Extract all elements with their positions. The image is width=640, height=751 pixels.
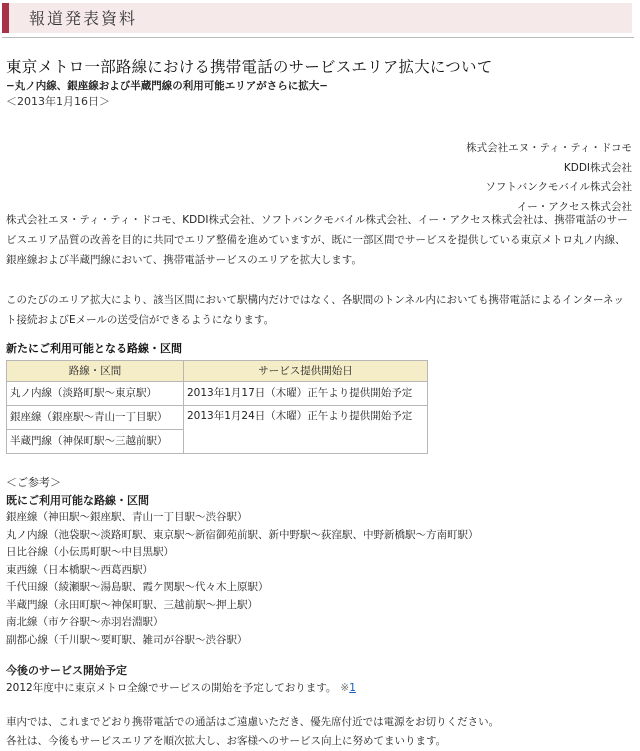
reference-section bbox=[6, 474, 634, 649]
note-mark: ※ bbox=[340, 682, 350, 694]
list-item: 銀座線（神田駅〜銀座駅、青山一丁目駅〜渋谷駅） bbox=[6, 511, 248, 523]
company-name: 株式会社エヌ・ティ・ティ・ドコモ bbox=[466, 142, 632, 154]
closing-line: 各社は、今後もサービスエリアを順次拡大し、お客様へのサービス向上に努めてまいります。 bbox=[6, 735, 447, 747]
column-header: 路線・区間 bbox=[7, 361, 184, 382]
company-name: ソフトバンクモバイル株式会社 bbox=[485, 181, 632, 193]
table-cell: 2013年1月24日（木曜）正午より提供開始予定 bbox=[184, 406, 428, 454]
company-list bbox=[466, 139, 632, 217]
footnote-link[interactable]: 1 bbox=[349, 682, 356, 694]
table-cell: 半蔵門線（神保町駅〜三越前駅） bbox=[7, 430, 184, 454]
page-subtitle: −丸ノ内線、銀座線および半蔵門線の利用可能エリアがさらに拡大− bbox=[6, 80, 329, 92]
table-cell: 丸ノ内線（淡路町駅〜東京駅） bbox=[7, 382, 184, 406]
release-date: ＜2013年1月16日＞ bbox=[6, 95, 110, 108]
banner-title: 報道発表資料 bbox=[29, 9, 138, 28]
list-item: 千代田線（綾瀬駅〜湯島駅、霞ケ関駅〜代々木上原駅） bbox=[6, 581, 269, 593]
future-heading: 今後のサービス開始予定 bbox=[6, 664, 127, 677]
reference-heading: 既にご利用可能な路線・区間 bbox=[6, 493, 149, 507]
list-item: 東西線（日本橋駅〜西葛西駅） bbox=[6, 563, 153, 576]
table-cell: 2013年1月17日（木曜）正午より提供開始予定 bbox=[184, 382, 428, 406]
page-title: 東京メトロ一部路線における携帯電話のサービスエリア拡大について bbox=[6, 58, 493, 76]
detail-paragraph: このたびのエリア拡大により、該当区間において駅構内だけではなく、各駅間のトンネル内においても携帯電話によるインターネット接続およびEメールの送受信ができるようになります。 bbox=[6, 294, 625, 326]
reference-label: ＜ご参考＞ bbox=[6, 476, 61, 489]
table-header-row bbox=[7, 361, 428, 382]
list-item: 日比谷線（小伝馬町駅〜中目黒駅） bbox=[6, 546, 174, 558]
table-row bbox=[7, 406, 428, 430]
press-release-banner bbox=[2, 3, 632, 33]
banner-divider bbox=[2, 37, 634, 38]
table-cell: 銀座線（銀座駅〜青山一丁目駅） bbox=[7, 406, 184, 430]
new-lines-heading: 新たにご利用可能となる路線・区間 bbox=[6, 342, 182, 355]
list-item: 南北線（市ケ谷駅〜赤羽岩淵駅） bbox=[6, 616, 164, 628]
list-item: 半蔵門線（永田町駅〜神保町駅、三越前駅〜押上駅） bbox=[6, 598, 258, 611]
future-text-row bbox=[6, 682, 356, 696]
closing-line: 車内では、これまでどおり携帯電話での通話はご遠慮いただき、優先席付近では電源をお切りください。 bbox=[6, 716, 500, 728]
company-name: KDDI株式会社 bbox=[563, 161, 632, 174]
table-row bbox=[7, 382, 428, 406]
column-header: サービス提供開始日 bbox=[184, 361, 428, 382]
list-item: 副都心線（千川駅〜要町駅、雑司が谷駅〜渋谷駅） bbox=[6, 633, 248, 646]
future-text: 2012年度中に東京メトロ全線でサービスの開始を予定しております。 bbox=[6, 682, 337, 694]
intro-paragraph: 株式会社エヌ・ティ・ティ・ドコモ、KDDI株式会社、ソフトバンクモバイル株式会社、イー・アクセス株式会社は、携帯電話のサービスエリア品質の改善を目的に共同でエリア整備を進めていますが、既に一部区間でサービスを提供している東京メトロ丸ノ内線、銀座線および半蔵門線において、携帯電話サービスのエリアを拡大します。 bbox=[6, 214, 628, 266]
service-table bbox=[6, 360, 428, 454]
closing-text bbox=[6, 713, 499, 751]
company-name: イー・アクセス株式会社 bbox=[516, 200, 632, 213]
list-item: 丸ノ内線（池袋駅〜淡路町駅、東京駅〜新宿御苑前駅、新中野駅〜荻窪駅、中野新橋駅〜方南町駅） bbox=[6, 528, 479, 541]
